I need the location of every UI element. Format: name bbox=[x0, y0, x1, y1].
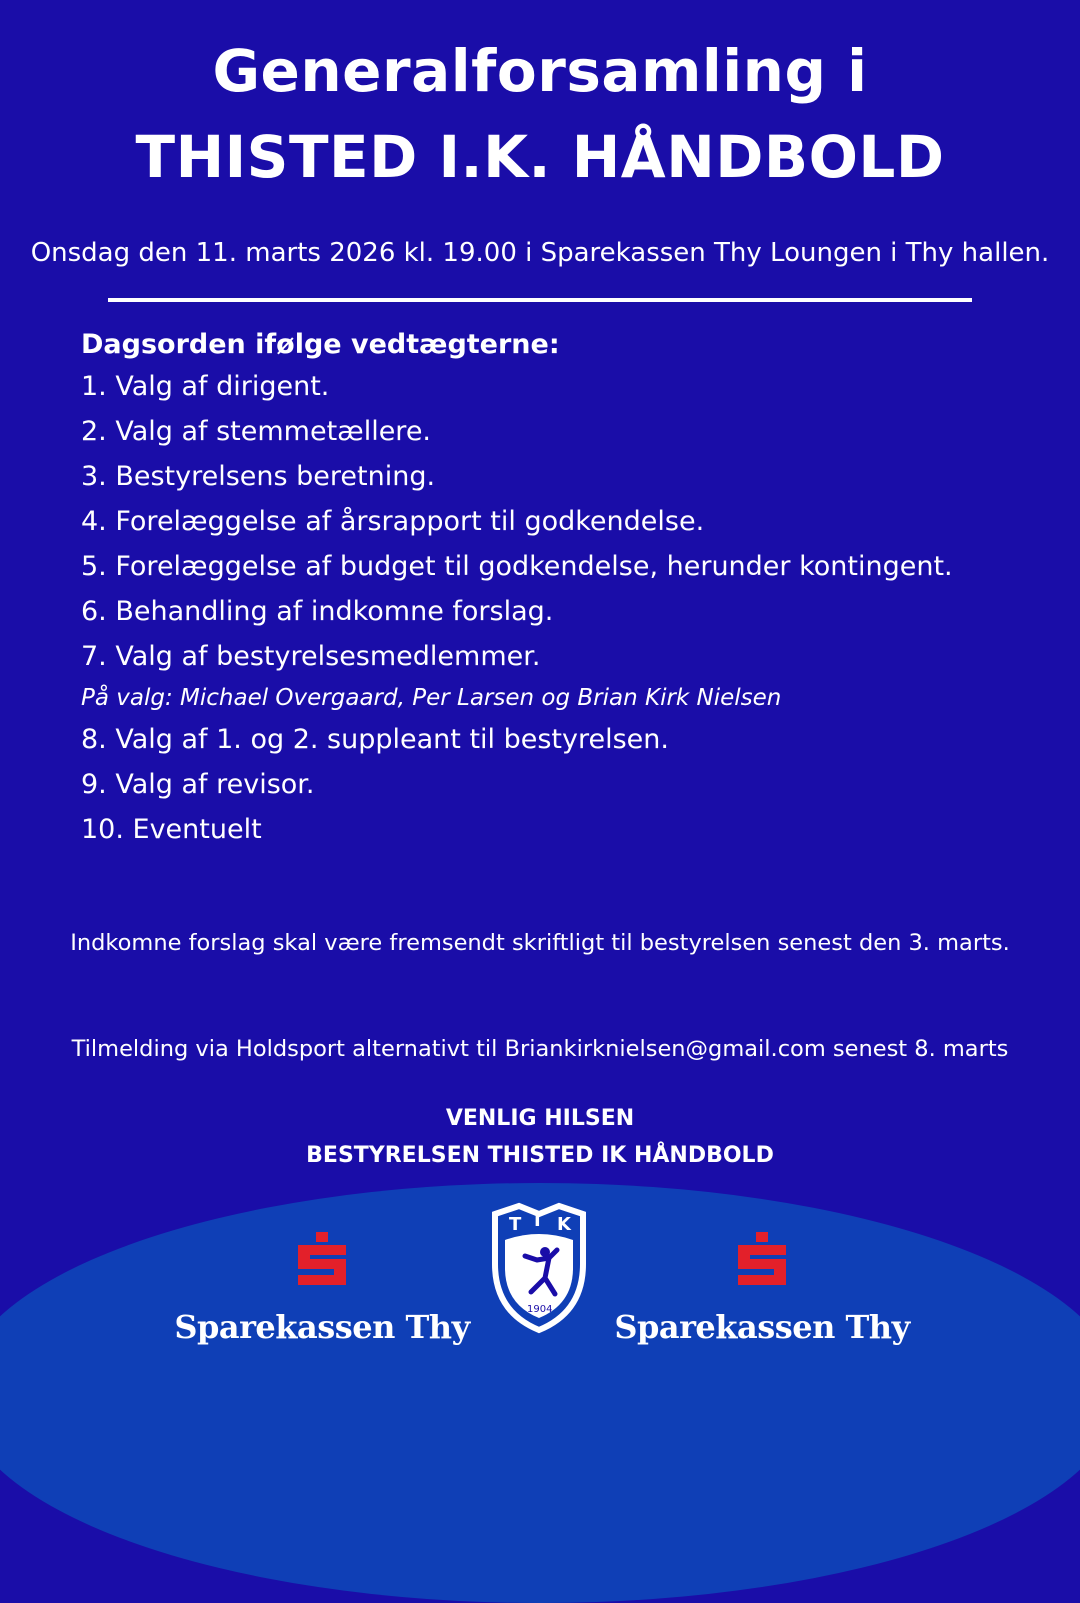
crest-letter: I bbox=[534, 1210, 541, 1231]
crest-letter: K bbox=[557, 1214, 571, 1235]
signoff-greeting: VENLIG HILSEN bbox=[445, 1106, 635, 1131]
thisted-ik-crest-icon bbox=[487, 1200, 591, 1334]
agenda-heading: Dagsorden ifølge vedtægterne: bbox=[81, 329, 560, 360]
sparekassen-s-logo-icon bbox=[296, 1232, 348, 1294]
crest-year: 1904 bbox=[527, 1304, 553, 1315]
agenda-item: 2. Valg af stemmetællere. bbox=[81, 416, 432, 447]
event-date-line: Onsdag den 11. marts 2026 kl. 19.00 i Sparekassen Thy Loungen i Thy hallen. bbox=[30, 238, 1050, 268]
registration-notice: Tilmelding via Holdsport alternativt til Briankirknielsen@gmail.com senest 8. marts bbox=[71, 1036, 1009, 1062]
sponsor-name: Sparekassen Thy bbox=[614, 1308, 910, 1346]
signoff bbox=[0, 1100, 1080, 1174]
sponsor-logo-right bbox=[612, 1232, 912, 1346]
agenda-item: 9. Valg af revisor. bbox=[81, 769, 315, 800]
agenda-item: 4. Forelæggelse af årsrapport til godkendelse. bbox=[81, 506, 705, 537]
crest-letter: T bbox=[509, 1214, 522, 1235]
agenda-item: 1. Valg af dirigent. bbox=[81, 371, 330, 402]
agenda-item: 8. Valg af 1. og 2. suppleant til bestyrelsen. bbox=[81, 724, 669, 755]
signoff-sender: BESTYRELSEN THISTED IK HÅNDBOLD bbox=[306, 1143, 774, 1168]
agenda bbox=[81, 326, 953, 852]
proposals-notice: Indkomne forslag skal være fremsendt skriftligt til bestyrelsen senest den 3. marts. bbox=[70, 930, 1010, 956]
agenda-item: 6. Behandling af indkomne forslag. bbox=[81, 596, 554, 627]
sponsor-logo-left bbox=[172, 1232, 472, 1346]
agenda-item: 5. Forelæggelse af budget til godkendelse, herunder kontingent. bbox=[81, 551, 953, 582]
sponsor-name: Sparekassen Thy bbox=[174, 1308, 470, 1346]
agenda-candidates-note: På valg: Michael Overgaard, Per Larsen og Brian Kirk Nielsen bbox=[81, 685, 782, 711]
title-line-1: Generalforsamling i bbox=[212, 37, 868, 105]
agenda-item: 10. Eventuelt bbox=[81, 814, 262, 845]
agenda-item: 3. Bestyrelsens beretning. bbox=[81, 461, 436, 492]
agenda-item: 7. Valg af bestyrelsesmedlemmer. bbox=[81, 641, 541, 672]
title-line-2: THISTED I.K. HÅNDBOLD bbox=[135, 123, 945, 191]
divider bbox=[108, 298, 972, 302]
page-title bbox=[0, 28, 1080, 200]
sparekassen-s-logo-icon bbox=[736, 1232, 788, 1294]
